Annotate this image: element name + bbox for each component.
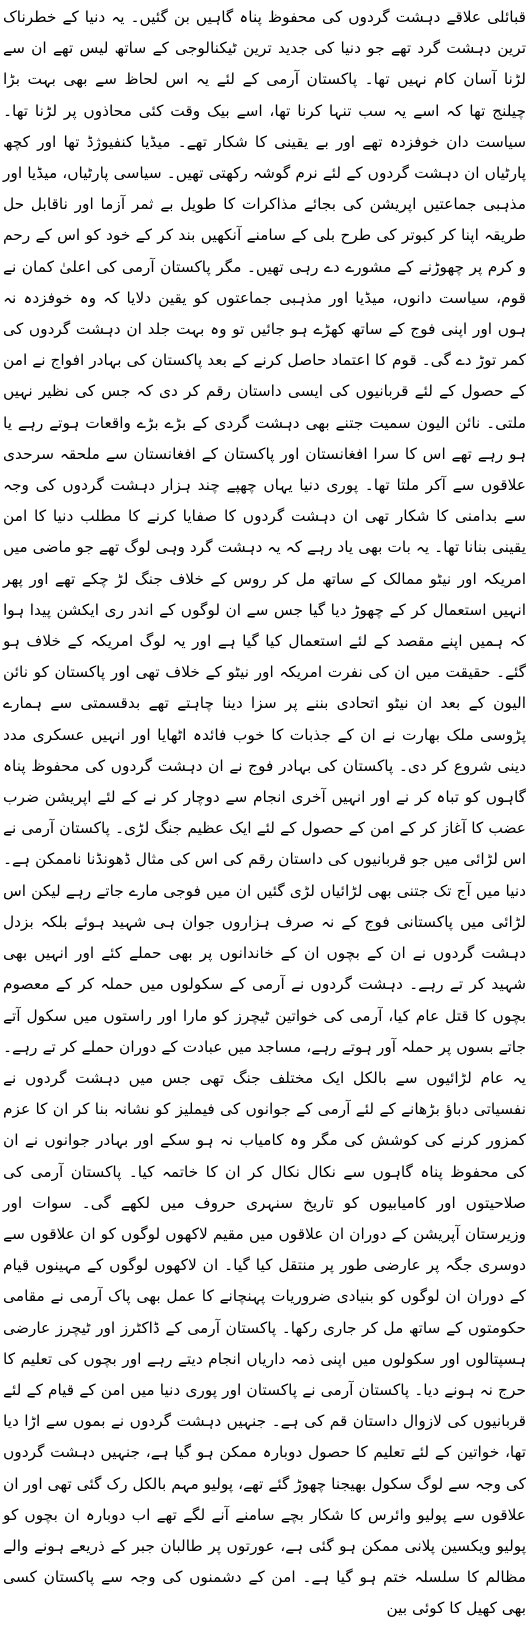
article-body-text: قبائلی علاقے دہشت گردوں کی محفوظ پناہ گاہیں بن گئیں۔ یہ دنیا کے خطرناک ترین دہشت گرد تھے جو دنیا کی جدید ترین ٹیکنالوجی کے ساتھ لیس تھے ان سے لڑنا آسان کام نہیں تھا۔ پاکستان آرمی کے لئے یہ اس لحاظ سے بھی بہت بڑا چیلنج تھا کہ اسے یہ سب تنہا کرنا تھا، اسے بیک وقت کئی محاذوں پر لڑنا تھا۔ سیاست دان خوفزدہ تھے اور بے یقینی کا شکار تھے۔ میڈیا کنفیوژڈ تھا اور کچھ پارٹیاں ان دہشت گردوں کے لئے نرم گوشہ رکھتی تھیں۔ سیاسی پارٹیاں، میڈیا اور مذہبی جماعتیں اپریشن کی بجائے مذاکرات کا طویل بے ثمر آزما اور ناقابل حل طریقہ اپنا کر کبوتر کی طرح بلی کے سامنے آنکھیں بند کر کے خود کو اس کے رحم و کرم پر چھوڑنے کے مشورے دے رہی تھیں۔ مگر پاکستان آرمی کی اعلیٰ کمان نے قوم، سیاست دانوں، میڈیا اور مذہبی جماعتوں کو یقین دلایا کہ وہ خوفزدہ نہ ہوں اور اپنی فوج کے ساتھ کھڑے ہو جائیں تو وہ بہت جلد ان دہشت گردوں کی کمر توڑ دے گی۔ قوم کا اعتماد حاصل کرنے کے بعد پاکستان کی بہادر افواج نے امن کے حصول کے لئے قربانیوں کی ایسی داستان رقم کر دی کہ جس کی نظیر نہیں ملتی۔ نائن الیون سمیت جتنے بھی دہشت گردی کے بڑے بڑے واقعات ہوتے رہے یا ہو رہے تھے اس کا سرا افغانستان اور پاکستان کے افغانستان سے ملحقہ سرحدی علاقوں سے آکر ملتا تھا۔ پوری دنیا یہاں چھپے چند ہزار دہشت گردوں کی وجہ سے بدامنی کا شکار تھی ان دہشت گردوں کا صفایا کرنے کا مطلب دنیا کا امن یقینی بنانا تھا۔ یہ بات بھی یاد رہے کہ یہ دہشت گرد وہی لوگ تھے جو ماضی میں امریکہ اور نیٹو ممالک کے ساتھ مل کر روس کے خلاف جنگ لڑ چکے تھے اور پھر انہیں استعمال کر کے چھوڑ دیا گیا جس سے ان لوگوں کے اندر ری ایکشن پیدا ہوا کہ ہمیں اپنے مقصد کے لئے استعمال کیا گیا ہے اور یہ لوگ امریکہ کے خلاف ہو گئے۔ حقیقت میں ان کی نفرت امریکہ اور نیٹو کے خلاف تھی اور پاکستان کو نائن الیون کے بعد ان نیٹو اتحادی بننے پر سزا دینا چاہتے تھے بدقسمتی سے ہمارے پڑوسی ملک بھارت نے ان کے جذبات کا خوب فائدہ اٹھایا اور انہیں عسکری مدد دینی شروع کر دی۔ پاکستان کی بہادر فوج نے ان دہشت گردوں کی محفوظ پناہ گاہوں کو تباہ کر نے اور انہیں آخری انجام سے دوچار کر نے کے لئے اپریشن ضرب عضب کا آغاز کر کے امن کے حصول کے لئے ایک عظیم جنگ لڑی۔ پاکستان آرمی نے اس لڑائی میں جو قربانیوں کی داستان رقم کی اس کی مثال ڈھونڈنا ناممکن ہے۔ دنیا میں آج تک جتنی بھی لڑائیاں لڑی گئیں ان میں فوجی مارے جاتے رہے لیکن اس لڑائی میں پاکستانی فوج کے نہ صرف ہزاروں جوان ہی شہید ہوئے بلکہ بزدل دہشت گردوں نے ان کے بچوں ان کے خاندانوں پر بھی حملے کئے اور انہیں بھی شہید کر تے رہے۔ دہشت گردوں نے آرمی کے سکولوں میں حملہ کر کے معصوم بچوں کا قتل عام کیا، آرمی کی خواتین ٹیچرز کو مارا اور راستوں میں سکول آتے جاتے بسوں پر حملہ آور ہوتے رہے، مساجد میں عبادت کے دوران حملے کر تے رہے۔ یہ عام لڑائیوں سے بالکل ایک مختلف جنگ تھی جس میں دہشت گردوں نے نفسیاتی دباؤ بڑھانے کے لئے آرمی کے جوانوں کی فیملیز کو نشانہ بنا کر ان کا عزم کمزور کرنے کی کوشش کی مگر وہ کامیاب نہ ہو سکے اور بہادر جوانوں نے ان کی محفوظ پناہ گاہوں سے نکال نکال کر ان کا خاتمہ کیا۔ پاکستان آرمی کی صلاحیتوں اور کامیابیوں کو تاریخ سنہری حروف میں لکھے گی۔ سوات اور وزیرستان آپریشن کے دوران ان علاقوں میں مقیم لاکھوں لوگوں کو ان علاقوں سے دوسری جگہ پر عارضی طور پر منتقل کیا گیا۔ ان لاکھوں لوگوں کے مہینوں قیام کے دوران ان لوگوں کو بنیادی ضروریات پہنچانے کا عمل بھی پاک آرمی نے مقامی حکومتوں کے ساتھ مل کر جاری رکھا۔ پاکستان آرمی کے ڈاکٹرز اور ٹیچرز عارضی ہسپتالوں اور سکولوں میں اپنی ذمہ داریاں انجام دیتے رہے اور بچوں کی تعلیم کا حرج نہ ہونے دیا۔ پاکستان آرمی نے پاکستان اور پوری دنیا میں امن کے قیام کے لئے قربانیوں کی لازوال داستان قم کی ہے۔ جنہیں دہشت گردوں نے بموں سے اڑا دیا تھا، خواتین کے لئے تعلیم کا حصول دوبارہ ممکن ہو گیا ہے، جنہیں دہشت گردوں کی وجہ سے لوگ سکول بھیجنا چھوڑ گئے تھے، پولیو مہم بالکل رک گئی تھی اور ان علاقوں سے پولیو وائرس کا شکار بچے سامنے آنے لگے تھے اب دوبارہ ان بچوں کو پولیو ویکسین پلانی ممکن ہو گئی ہے، عورتوں پر طالبان جبر کے ذریعے ہونے والے مظالم کا سلسلہ ختم ہو گیا ہے۔ امن کے دشمنوں کی وجہ سے پاکستان کسی بھی کھیل کا کوئی بین [3,8,526,1618]
